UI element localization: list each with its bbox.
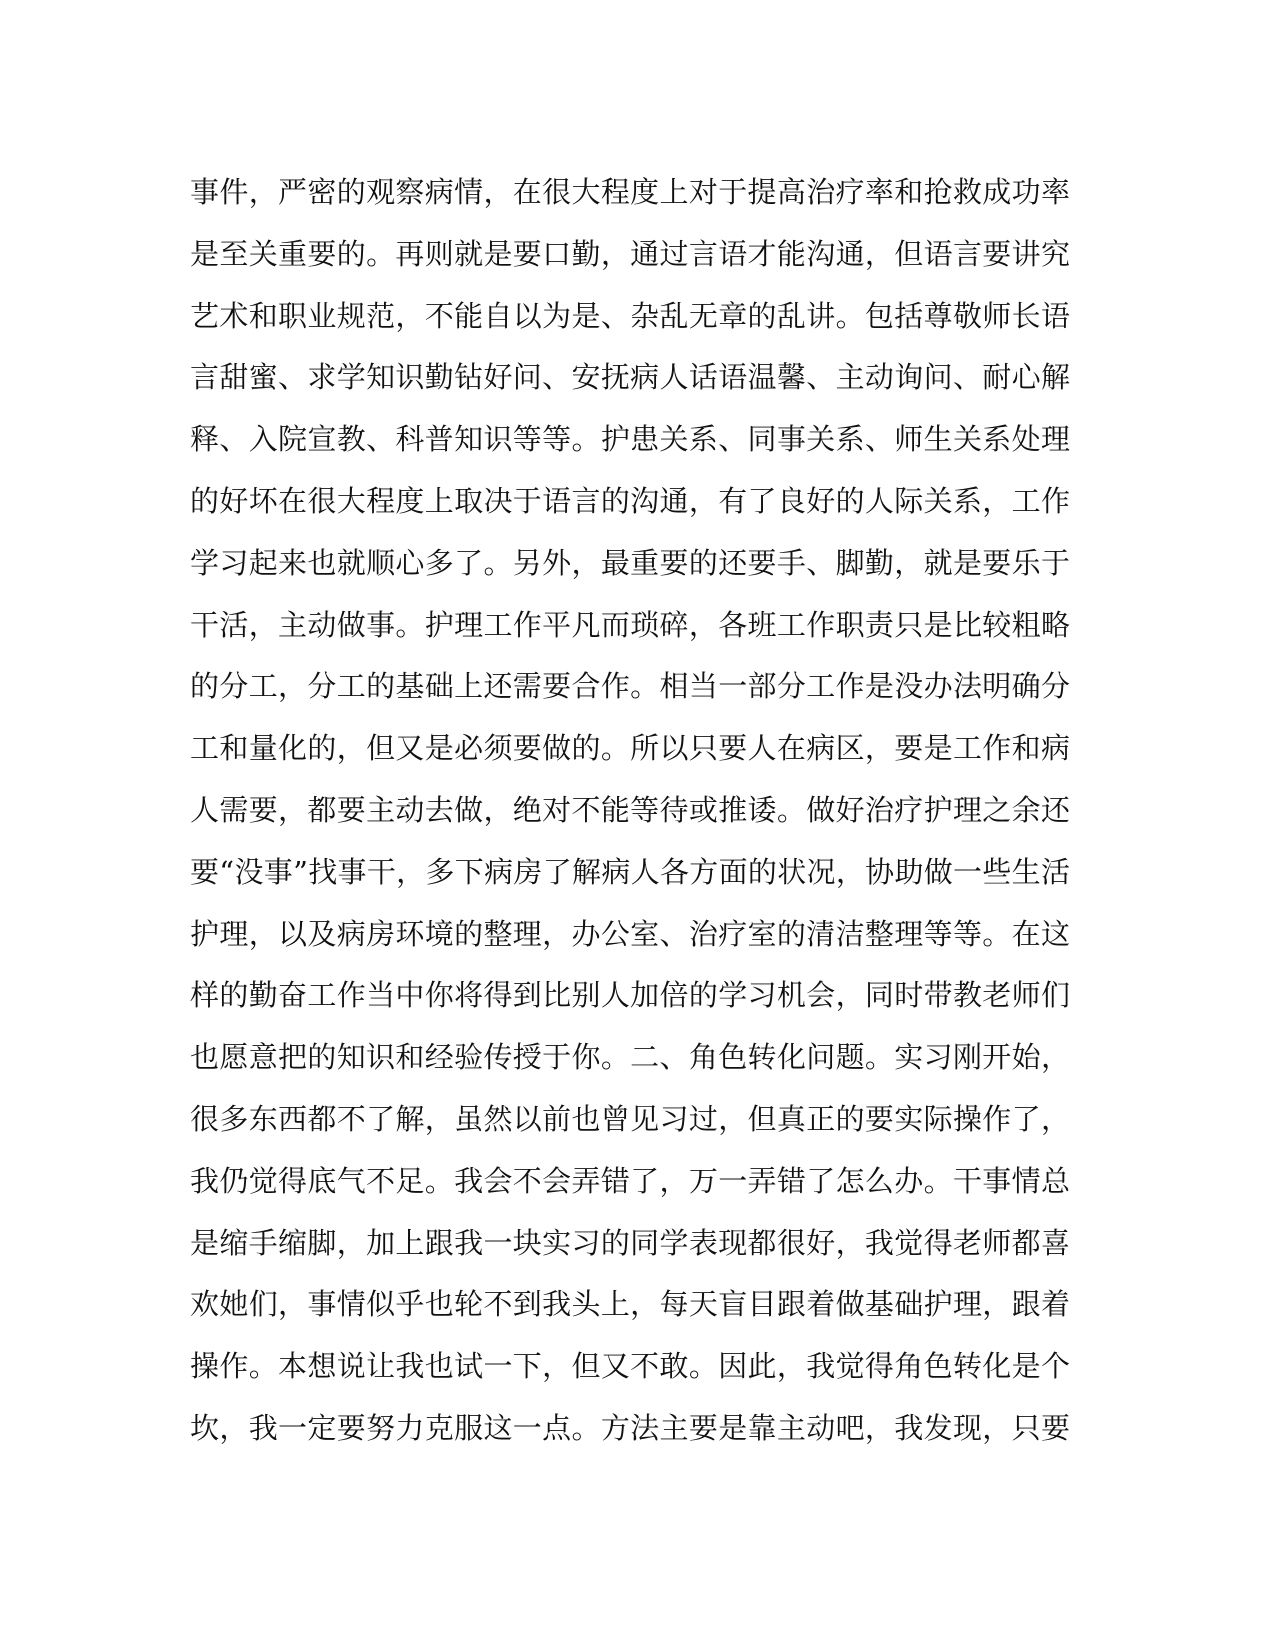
text-line-8: 干活，主动做事。护理工作平凡而琐碎，各班工作职责只是比较粗略	[190, 607, 1070, 642]
text-line-6: 的好坏在很大程度上取决于语言的沟通，有了良好的人际关系，工作	[190, 483, 1070, 518]
body-text	[190, 162, 1070, 1460]
text-line-17: 我仍觉得底气不足。我会不会弄错了，万一弄错了怎么办。干事情总	[190, 1163, 1070, 1198]
text-line-11: 人需要，都要主动去做，绝对不能等待或推诿。做好治疗护理之余还	[190, 792, 1070, 827]
text-line-2: 是至关重要的。再则就是要口勤，通过言语才能沟通，但语言要讲究	[190, 236, 1070, 271]
text-line-16: 很多东西都不了解，虽然以前也曾见习过，但真正的要实际操作了，	[190, 1101, 1070, 1136]
text-line-3: 艺术和职业规范，不能自以为是、杂乱无章的乱讲。包括尊敬师长语	[190, 298, 1070, 333]
text-line-5: 释、入院宣教、科普知识等等。护患关系、同事关系、师生关系处理	[190, 422, 1070, 457]
text-line-15: 也愿意把的知识和经验传授于你。二、角色转化问题。实习刚开始，	[190, 1040, 1070, 1075]
text-line-7: 学习起来也就顺心多了。另外，最重要的还要手、脚勤，就是要乐于	[190, 545, 1070, 580]
text-line-20: 操作。本想说让我也试一下，但又不敢。因此，我觉得角色转化是个	[190, 1349, 1070, 1384]
text-line-1: 事件，严密的观察病情，在很大程度上对于提高治疗率和抢救成功率	[190, 175, 1070, 209]
text-line-21: 坎，我一定要努力克服这一点。方法主要是靠主动吧，我发现，只要	[190, 1410, 1070, 1445]
text-line-4: 言甜蜜、求学知识勤钻好问、安抚病人话语温馨、主动询问、耐心解	[190, 360, 1070, 395]
text-line-13: 护理，以及病房环境的整理，办公室、治疗室的清洁整理等等。在这	[190, 916, 1070, 951]
text-line-14: 样的勤奋工作当中你将得到比别人加倍的学习机会，同时带教老师们	[190, 978, 1070, 1013]
text-line-19: 欢她们，事情似乎也轮不到我头上，每天盲目跟着做基础护理，跟着	[190, 1287, 1070, 1322]
text-line-10: 工和量化的，但又是必须要做的。所以只要人在病区，要是工作和病	[190, 731, 1070, 766]
text-line-9: 的分工，分工的基础上还需要合作。相当一部分工作是没办法明确分	[190, 669, 1070, 704]
text-line-12: 要“没事”找事干，多下病房了解病人各方面的状况，协助做一些生活	[190, 854, 1070, 889]
text-line-18: 是缩手缩脚，加上跟我一块实习的同学表现都很好，我觉得老师都喜	[190, 1225, 1070, 1260]
